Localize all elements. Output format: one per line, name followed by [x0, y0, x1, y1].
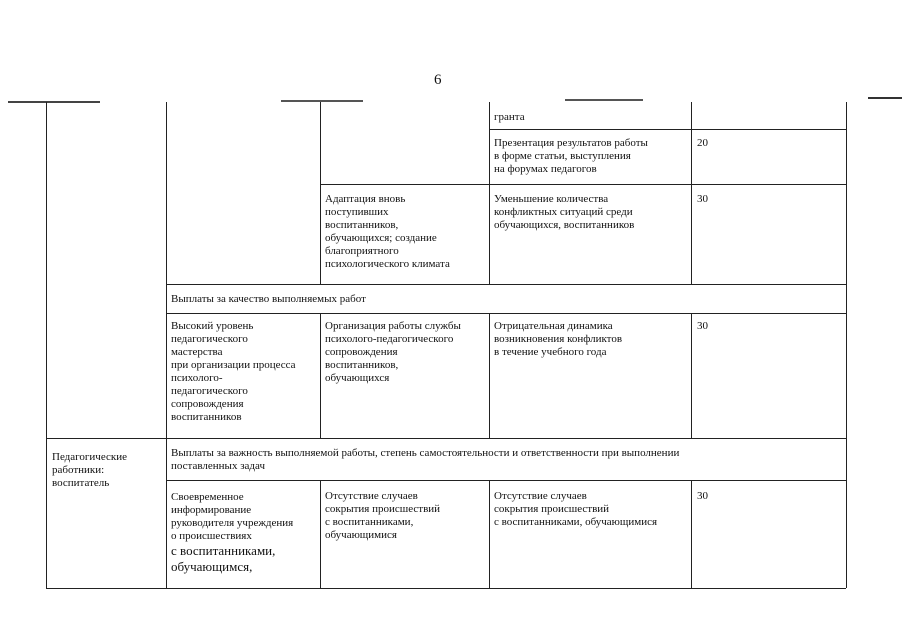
indicator-cell: Отрицательная динамика возникновения конфликтов в течение учебного года — [494, 320, 623, 358]
section-heading-importance: Выплаты за важность выполняемой работы, степень самостоятельности и ответственности при выполнении поставленных задач — [171, 447, 680, 472]
section-heading-quality: Выплаты за качество выполняемых работ — [171, 293, 366, 305]
indicator-cell: Презентация результатов работы в форме статьи, выступления на форумах педагогов — [494, 137, 648, 175]
payment-cell: Высокий уровень педагогического мастерства при организации процесса психолого- педагогического сопровождения воспитанников — [171, 320, 296, 423]
position-cell: Педагогические работники: воспитатель — [52, 451, 127, 489]
points-cell: 20 — [697, 137, 708, 149]
indicator-cell: Отсутствие случаев сокрытия происшествий с воспитанниками, обучающимися — [494, 490, 658, 528]
scan-artifact-line — [868, 97, 902, 99]
criterion-cell: Адаптация вновь поступивших воспитанников, обучающихся; создание благоприятного психологического климата — [325, 193, 450, 270]
payment-cell: Своевременное информирование руководителя учреждения о происшествиях с воспитанниками, обучающимся, — [171, 491, 294, 574]
points-cell: 30 — [697, 490, 708, 502]
scan-artifact-line — [8, 101, 100, 103]
page-number: 6 — [434, 72, 442, 88]
criterion-cell: Отсутствие случаев сокрытия происшествий с воспитанниками, обучающимися — [325, 490, 441, 541]
criterion-cell: Организация работы службы психолого-педагогического сопровождения воспитанников, обучающихся — [325, 320, 461, 384]
scan-artifact-line — [281, 100, 363, 102]
indicator-cell: гранта — [494, 111, 525, 123]
scan-artifact-line — [565, 99, 643, 101]
points-cell: 30 — [697, 320, 708, 332]
indicator-cell: Уменьшение количества конфликтных ситуаций среди обучающихся, воспитанников — [494, 193, 635, 231]
points-cell: 30 — [697, 193, 708, 205]
